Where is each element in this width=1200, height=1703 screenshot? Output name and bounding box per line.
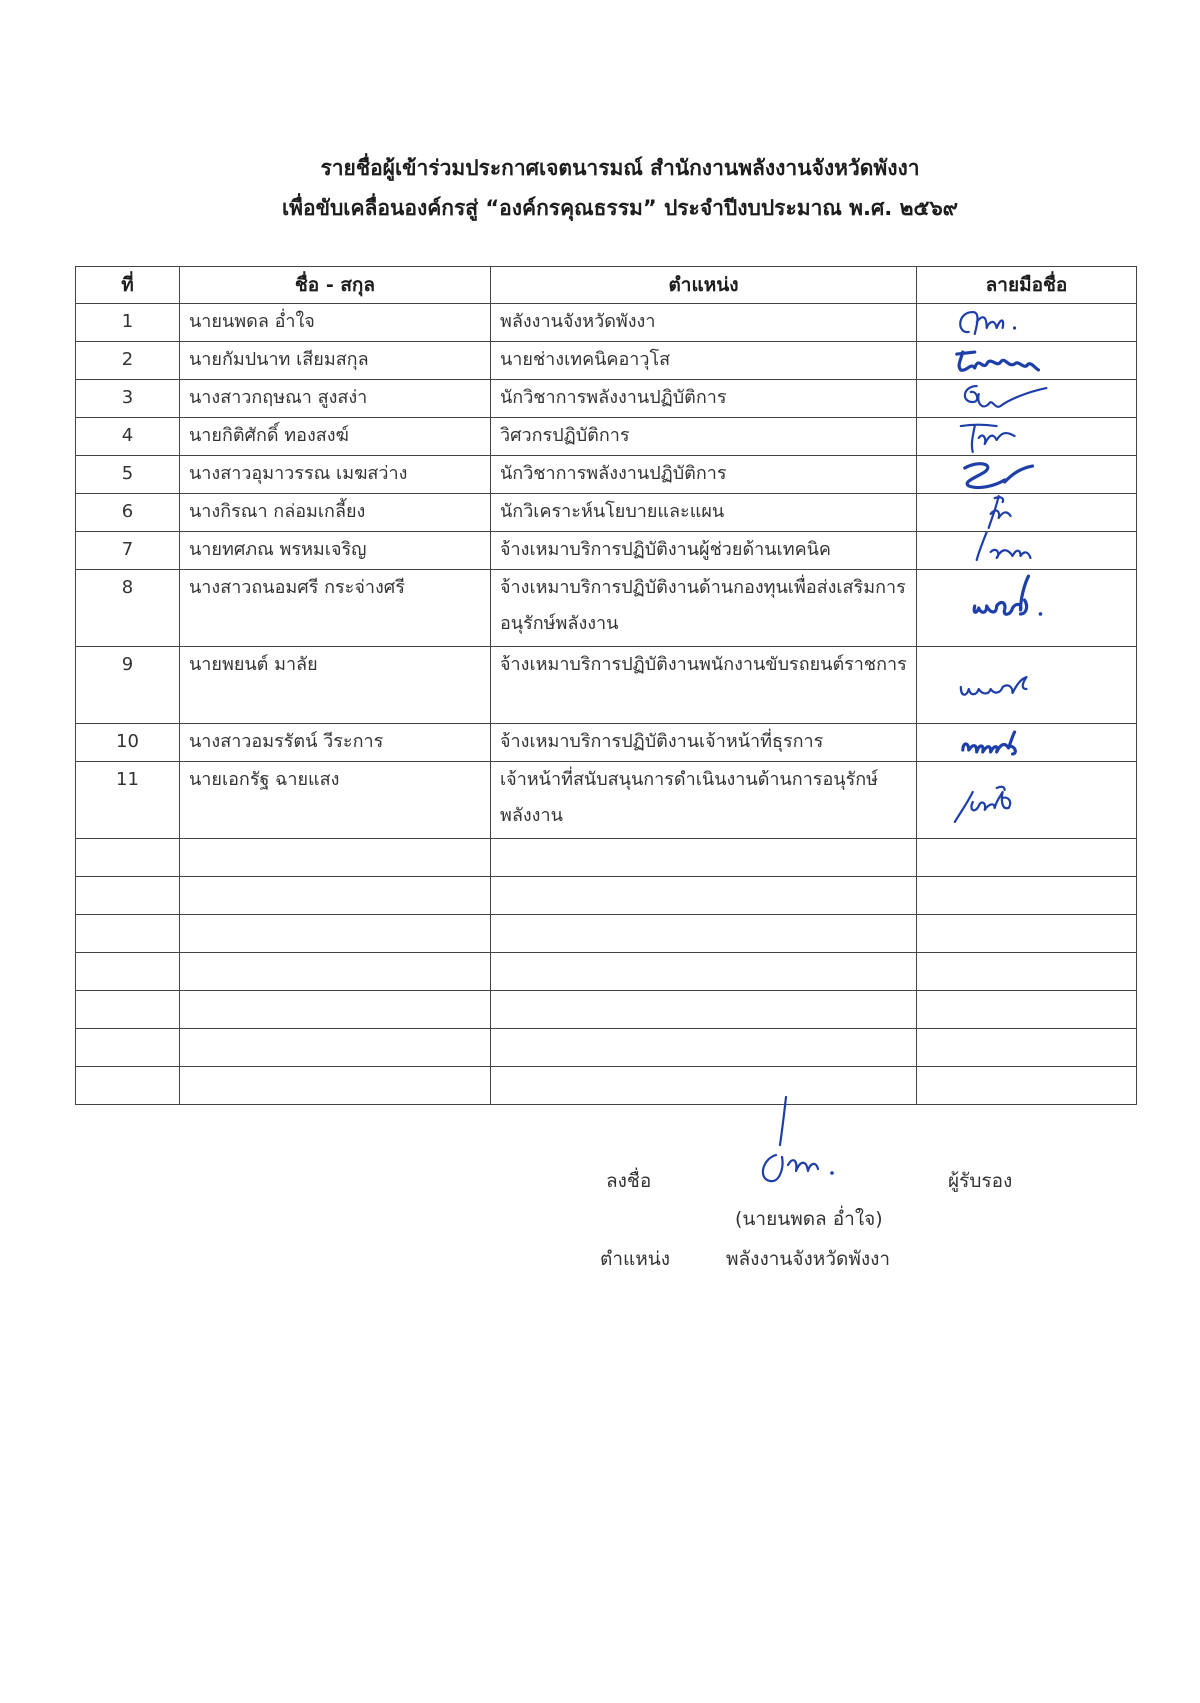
row-number: 3: [76, 380, 180, 418]
row-name: นายทศภณ พรหมเจริญ: [180, 532, 491, 570]
handwritten-signature: [917, 647, 1136, 723]
table-row: [76, 494, 1137, 532]
table-row: [76, 418, 1137, 456]
certifier-signature: [740, 1095, 860, 1190]
handwritten-signature: [917, 380, 1136, 417]
signature-cell: [917, 380, 1137, 418]
document-title-line-2: เพื่อขับเคลื่อนองค์กรสู่ “องค์กรคุณธรรม” ประจำปีงบประมาณ พ.ศ. ๒๕๖๙: [281, 196, 959, 220]
row-number: 7: [76, 532, 180, 570]
row-position: นักวิชาการพลังงานปฏิบัติการ: [491, 456, 917, 494]
signature-cell: [917, 762, 1137, 839]
row-number: 10: [76, 724, 180, 762]
table-row: [76, 991, 1137, 1029]
signature-cell: [917, 456, 1137, 494]
row-name: นางสาวกฤษณา สูงสง่า: [180, 380, 491, 418]
participants-table: [75, 266, 1137, 1105]
row-number: 2: [76, 342, 180, 380]
table-row: [76, 839, 1137, 877]
table-row: [76, 456, 1137, 494]
signature-cell: [917, 724, 1137, 762]
table-row: [76, 304, 1137, 342]
row-number: 4: [76, 418, 180, 456]
signature-cell: [917, 570, 1137, 647]
row-position: นายช่างเทคนิคอาวุโส: [491, 342, 917, 380]
signature-cell: [917, 418, 1137, 456]
table-row: [76, 953, 1137, 991]
handwritten-signature: [917, 724, 1136, 761]
header-no: ที่: [76, 267, 180, 304]
signature-cell: [917, 647, 1137, 724]
row-number: 8: [76, 570, 180, 647]
row-name: นายกิติศักดิ์ ทองสงฆ์: [180, 418, 491, 456]
document-title-line-1: รายชื่อผู้เข้าร่วมประกาศเจตนารมณ์ สำนักงานพลังงานจังหวัดพังงา: [320, 156, 920, 180]
row-position: นักวิชาการพลังงานปฏิบัติการ: [491, 380, 917, 418]
row-number: 9: [76, 647, 180, 724]
handwritten-signature: [917, 418, 1136, 455]
table-row: [76, 380, 1137, 418]
table-row: [76, 1029, 1137, 1067]
header-name: ชื่อ - สกุล: [180, 267, 491, 304]
table-row: [76, 1067, 1137, 1105]
table-row: [76, 762, 1137, 839]
signer-position: พลังงานจังหวัดพังงา: [726, 1248, 891, 1270]
row-name: นายเอกรัฐ ฉายแสง: [180, 762, 491, 839]
row-number: 1: [76, 304, 180, 342]
handwritten-signature: [917, 762, 1136, 838]
signature-cell: [917, 532, 1137, 570]
handwritten-signature: [917, 570, 1136, 646]
row-position: จ้างเหมาบริการปฏิบัติงานผู้ช่วยด้านเทคนิค: [491, 532, 917, 570]
row-position: เจ้าหน้าที่สนับสนุนการดำเนินงานด้านการอนุรักษ์พลังงาน: [491, 762, 917, 839]
row-position: นักวิเคราะห์นโยบายและแผน: [491, 494, 917, 532]
table-row: [76, 915, 1137, 953]
handwritten-signature: [917, 532, 1136, 569]
row-number: 11: [76, 762, 180, 839]
handwritten-signature: [917, 342, 1136, 379]
position-label: ตำแหน่ง: [600, 1248, 671, 1270]
signature-cell: [917, 304, 1137, 342]
table-row: [76, 570, 1137, 647]
table-row: [76, 724, 1137, 762]
certifier-role-label: ผู้รับรอง: [948, 1170, 1013, 1192]
header-signature: ลายมือชื่อ: [917, 267, 1137, 304]
table-row: [76, 532, 1137, 570]
handwritten-signature: [917, 304, 1136, 341]
row-name: นางสาวอมรรัตน์ วีระการ: [180, 724, 491, 762]
header-position: ตำแหน่ง: [491, 267, 917, 304]
row-number: 6: [76, 494, 180, 532]
row-position: พลังงานจังหวัดพังงา: [491, 304, 917, 342]
row-position: จ้างเหมาบริการปฏิบัติงานเจ้าหน้าที่ธุรการ: [491, 724, 917, 762]
signer-name: (นายนพดล อ่ำใจ): [735, 1208, 883, 1230]
sign-label: ลงชื่อ: [606, 1170, 652, 1192]
signature-cell: [917, 342, 1137, 380]
table-row: [76, 647, 1137, 724]
table-row: [76, 342, 1137, 380]
row-number: 5: [76, 456, 180, 494]
row-position: จ้างเหมาบริการปฏิบัติงานพนักงานขับรถยนต์ราชการ: [491, 647, 917, 724]
row-name: นายนพดล อ่ำใจ: [180, 304, 491, 342]
row-name: นางกิรณา กล่อมเกลี้ยง: [180, 494, 491, 532]
signature-cell: [917, 494, 1137, 532]
row-position: วิศวกรปฏิบัติการ: [491, 418, 917, 456]
row-name: นางสาวอุมาวรรณ เมฆสว่าง: [180, 456, 491, 494]
row-position: จ้างเหมาบริการปฏิบัติงานด้านกองทุนเพื่อส่งเสริมการอนุรักษ์พลังงาน: [491, 570, 917, 647]
handwritten-signature: [917, 456, 1136, 493]
table-row: [76, 877, 1137, 915]
handwritten-signature: [917, 494, 1136, 531]
row-name: นางสาวถนอมศรี กระจ่างศรี: [180, 570, 491, 647]
row-name: นายพยนต์ มาลัย: [180, 647, 491, 724]
row-name: นายกัมปนาท เสียมสกุล: [180, 342, 491, 380]
table-header-row: [76, 267, 1137, 304]
